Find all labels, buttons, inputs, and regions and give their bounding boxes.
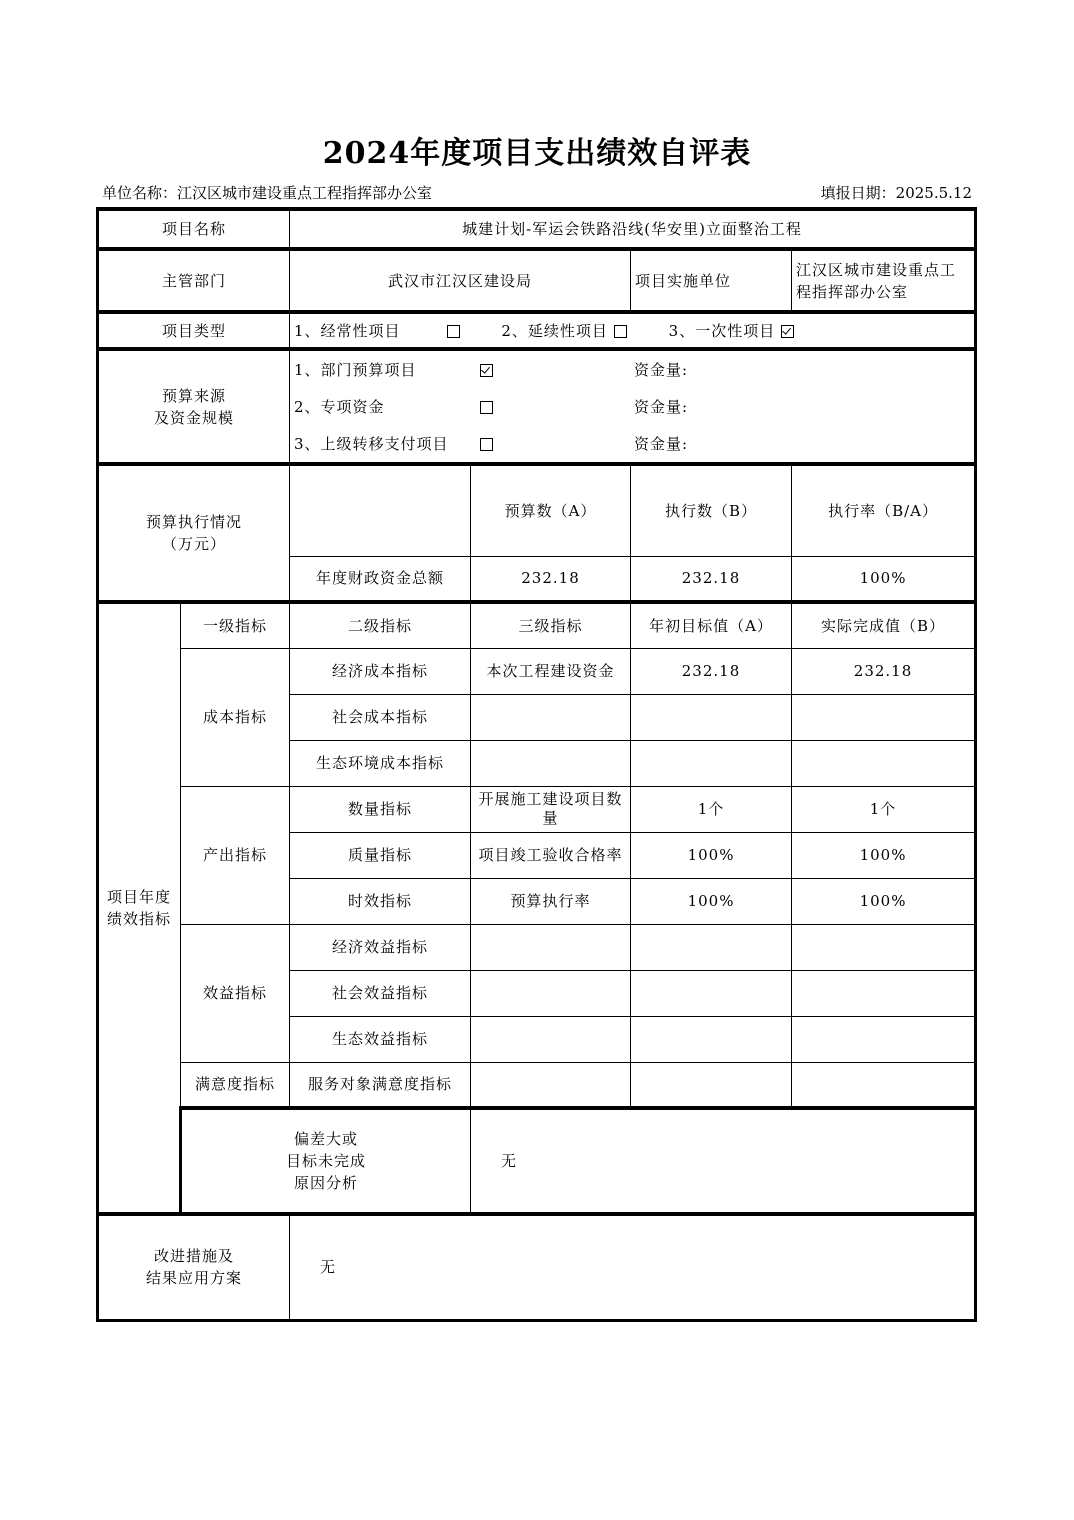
indicator-target: 232.18 [631, 648, 792, 694]
table-row [98, 648, 976, 694]
budget-source-list [290, 349, 976, 464]
satisfaction-indicator-label: 满意度指标 [181, 1062, 290, 1108]
indicator-l3: 项目竣工验收合格率 [471, 832, 631, 878]
budget-source-item: 3、上级转移支付项目 资金量: [294, 434, 689, 453]
table-row [98, 924, 976, 970]
indicator-l3 [471, 740, 631, 786]
exec-rate-value: 100% [792, 556, 976, 602]
indicator-l2: 社会效益指标 [290, 970, 471, 1016]
indicator-l2: 数量指标 [290, 786, 471, 832]
indicator-target [631, 924, 792, 970]
table-row [98, 1062, 976, 1108]
indicator-l2: 经济成本指标 [290, 648, 471, 694]
exec-b-value: 232.18 [631, 556, 792, 602]
project-name-label: 项目名称 [98, 209, 290, 249]
cost-indicator-label: 成本指标 [181, 648, 290, 786]
execution-label: 预算执行情况 （万元） [98, 464, 290, 602]
indicator-l2: 质量指标 [290, 832, 471, 878]
col-exec-b: 执行数（B） [631, 464, 792, 556]
improvement-label: 改进措施及 结果应用方案 [98, 1214, 290, 1320]
checked-checkbox-icon[interactable] [781, 325, 794, 338]
budget-source-label: 预算来源 及资金规模 [98, 349, 290, 464]
indicator-actual [792, 1062, 976, 1108]
indicator-l3: 预算执行率 [471, 878, 631, 924]
project-type-label: 项目类型 [98, 312, 290, 349]
dept-label: 主管部门 [98, 249, 290, 312]
indicator-l2: 生态环境成本指标 [290, 740, 471, 786]
indicator-l2: 服务对象满意度指标 [290, 1062, 471, 1108]
annual-fund-total-label: 年度财政资金总额 [290, 556, 471, 602]
checkbox-icon[interactable] [614, 325, 627, 338]
indicator-group-label: 项目年度 绩效指标 [98, 602, 181, 1214]
type-option-regular: 1、经常性项目 [294, 322, 460, 340]
header-level3: 三级指标 [471, 602, 631, 648]
indicator-actual: 1个 [792, 786, 976, 832]
indicator-actual: 100% [792, 878, 976, 924]
checked-checkbox-icon[interactable] [480, 364, 493, 377]
improvement-value: 无 [290, 1214, 976, 1320]
indicator-l3 [471, 970, 631, 1016]
indicator-target [631, 740, 792, 786]
indicator-actual [792, 1016, 976, 1062]
header-actual: 实际完成值（B） [792, 602, 976, 648]
indicator-target: 100% [631, 878, 792, 924]
budget-source-item: 1、部门预算项目 资金量: [294, 360, 689, 379]
indicator-actual [792, 740, 976, 786]
page-title: 2024年度项目支出绩效自评表 [322, 136, 752, 171]
indicator-l2: 时效指标 [290, 878, 471, 924]
indicator-l2: 社会成本指标 [290, 694, 471, 740]
type-option-continuing: 2、延续性项目 [501, 322, 627, 340]
deviation-analysis-label: 偏差大或 目标未完成 原因分析 [181, 1108, 471, 1214]
indicator-l3 [471, 1062, 631, 1108]
type-option-onetime: 3、一次性项目 [669, 322, 795, 340]
checkbox-icon[interactable] [480, 401, 493, 414]
header-level1: 一级指标 [181, 602, 290, 648]
checkbox-icon[interactable] [480, 438, 493, 451]
unit-name: 单位名称：江汉区城市建设重点工程指挥部办公室 [102, 184, 433, 202]
fill-date: 填报日期：2025.5.12 [820, 184, 972, 202]
table-row [98, 786, 976, 832]
indicator-l2: 生态效益指标 [290, 1016, 471, 1062]
header-target: 年初目标值（A） [631, 602, 792, 648]
indicator-target [631, 970, 792, 1016]
budget-source-item: 2、专项资金 资金量: [294, 397, 689, 416]
evaluation-form [96, 207, 977, 1322]
checkbox-icon[interactable] [447, 325, 460, 338]
indicator-actual: 100% [792, 832, 976, 878]
indicator-target: 1个 [631, 786, 792, 832]
indicator-target: 100% [631, 832, 792, 878]
header-level2: 二级指标 [290, 602, 471, 648]
indicator-target [631, 1016, 792, 1062]
col-exec-rate: 执行率（B/A） [792, 464, 976, 556]
indicator-l3 [471, 924, 631, 970]
indicator-actual [792, 924, 976, 970]
indicator-target [631, 1062, 792, 1108]
execution-corner [290, 464, 471, 556]
output-indicator-label: 产出指标 [181, 786, 290, 924]
budget-a-value: 232.18 [471, 556, 631, 602]
indicator-l2: 经济效益指标 [290, 924, 471, 970]
indicator-actual [792, 694, 976, 740]
indicator-l3: 本次工程建设资金 [471, 648, 631, 694]
indicator-actual: 232.18 [792, 648, 976, 694]
indicator-l3 [471, 694, 631, 740]
indicator-target [631, 694, 792, 740]
dept-value: 武汉市江汉区建设局 [290, 249, 631, 312]
indicator-l3 [471, 1016, 631, 1062]
col-budget-a: 预算数（A） [471, 464, 631, 556]
impl-unit-value: 江汉区城市建设重点工程指挥部办公室 [792, 249, 976, 312]
indicator-actual [792, 970, 976, 1016]
deviation-analysis-value: 无 [471, 1108, 976, 1214]
impl-unit-label: 项目实施单位 [631, 249, 792, 312]
project-name-value: 城建计划-军运会铁路沿线(华安里)立面整治工程 [290, 209, 976, 249]
indicator-l3: 开展施工建设项目数量 [471, 786, 631, 832]
project-type-options [290, 312, 976, 349]
benefit-indicator-label: 效益指标 [181, 924, 290, 1062]
